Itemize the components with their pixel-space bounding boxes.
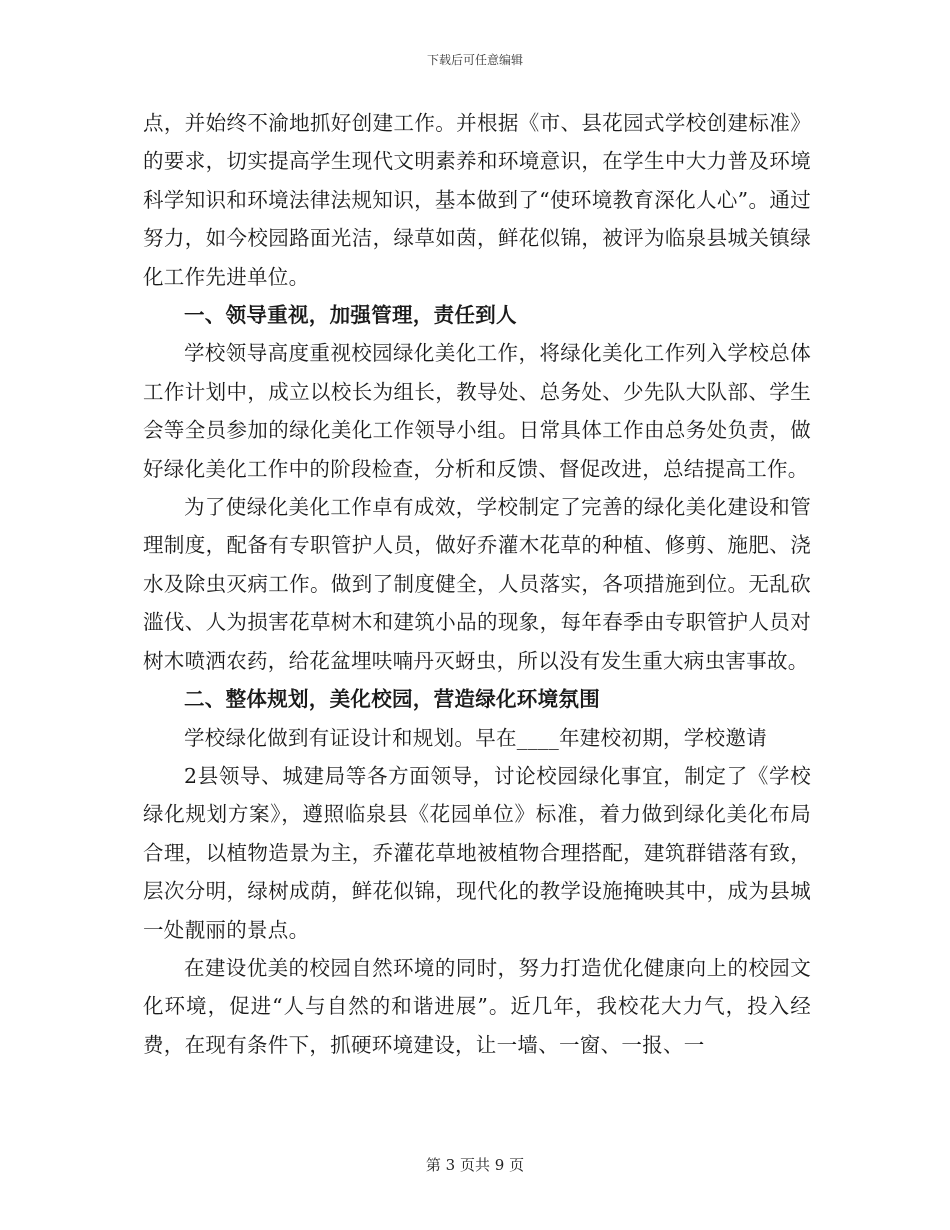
paragraph-leadership: 学校领导高度重视校园绿化美化工作，将绿化美化工作列入学校总体工作计划中，成立以校长为组长，教导处、总务处、少先队大队部、学生会等全员参加的绿化美化工作领导小组。日常具体工作由总务处负责，做好绿化美化工作中的阶段检查，分析和反馈、督促改进，总结提高工作。 <box>143 341 811 481</box>
paragraph-intro: 点，并始终不渝地抓好创建工作。并根据《市、县花园式学校创建标准》的要求，切实提高学生现代文明素养和环境意识，在学生中大力普及环境科学知识和环境法律法规知识，基本做到了“使环境教育深化人心”。通过努力，如今校园路面光洁，绿草如茵，鲜花似锦，被评为临泉县城关镇绿化工作先进单位。 <box>143 111 811 289</box>
page-number: 第 3 页共 9 页 <box>425 1156 525 1174</box>
paragraph-planning: 2县领导、城建局等各方面领导，讨论校园绿化事宜，制定了《学校绿化规划方案》，遵照临泉县《花园单位》标准，着力做到绿化美化布局合理，以植物造景为主，乔灌花草地被植物合理搭配，建筑群错落有致，层次分明，绿树成荫，鲜花似锦，现代化的教学设施掩映其中，成为县城一处靓丽的景点。 <box>143 763 811 942</box>
paragraph-planning-line: 学校绿化做到有证设计和规划。早在____年建校初期，学校邀请 <box>184 725 767 750</box>
document-body <box>143 104 811 1064</box>
paragraph-culture: 在建设优美的校园自然环境的同时，努力打造优化健康向上的校园文化环境，促进“人与自然的和谐进展”。近几年，我校花大力气，投入经费，在现有条件下，抓硬环境建设，让一墙、一窗、一报、一 <box>143 955 811 1057</box>
paragraph-management: 为了使绿化美化工作卓有成效，学校制定了完善的绿化美化建设和管理制度，配备有专职管护人员，做好乔灌木花草的种植、修剪、施肥、浇水及除虫灭病工作。做到了制度健全，人员落实，各项措施到位。无乱砍滥伐、人为损害花草树木和建筑小品的现象，每年春季由专职管护人员对树木喷洒农药，给花盆埋呋喃丹灭蚜虫，所以没有发生重大病虫害事故。 <box>143 495 811 673</box>
section-heading-2: 二、整体规划，美化校园，营造绿化环境氛围 <box>184 687 600 712</box>
page-header: 下载后可任意编辑 <box>426 53 523 67</box>
section-heading-1: 一、领导重视，加强管理，责任到人 <box>184 303 517 328</box>
